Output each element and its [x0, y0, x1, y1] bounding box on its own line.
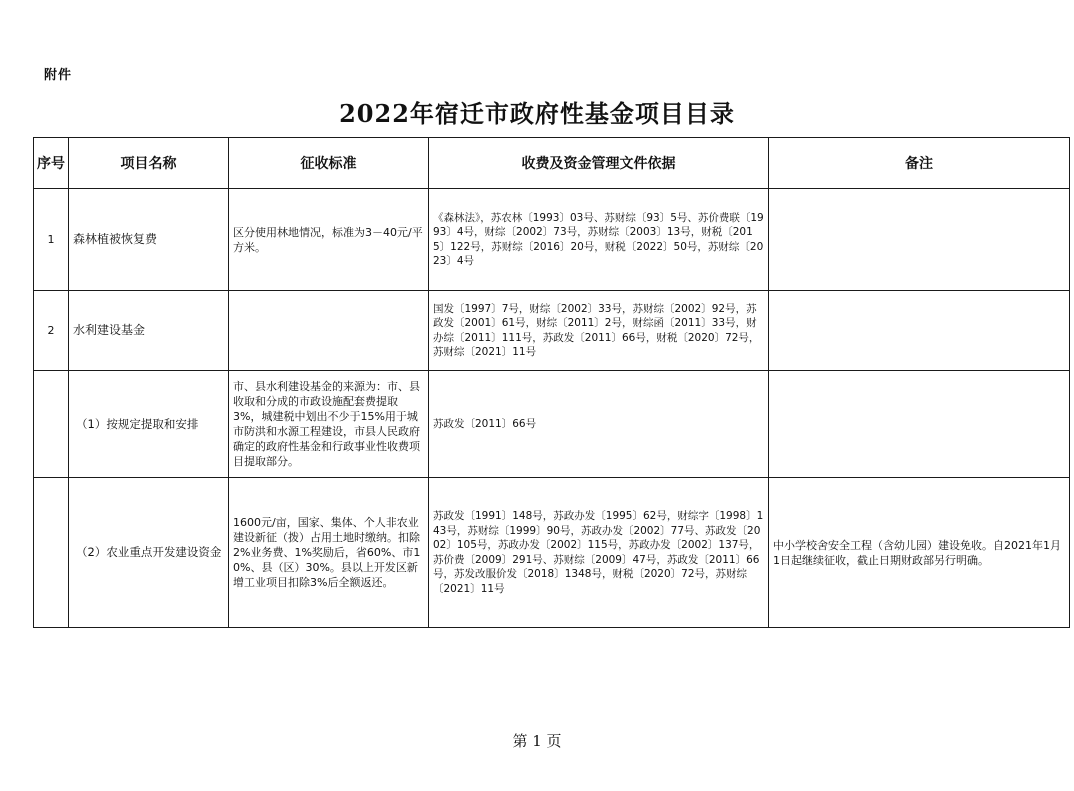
- table-row: [34, 189, 1070, 291]
- row-name: （2）农业重点开发建设资金: [69, 478, 229, 628]
- table-row: [34, 371, 1070, 478]
- header-name: 项目名称: [69, 138, 229, 189]
- row-standard: 1600元/亩，国家、集体、个人非农业建设新征（拨）占用土地时缴纳。扣除2%业务费、1%奖励后，省60%、市10%、县（区）30%。县以上开发区新增工业项目扣除3%后全额返还。: [229, 478, 429, 628]
- table-header-row: [34, 138, 1070, 189]
- row-basis: 《森林法》，苏农林〔1993〕03号、苏财综〔93〕5号、苏价费联〔1993〕4号，财综〔2002〕73号，苏财综〔2003〕13号，财税〔2015〕122号，苏财综〔2016〕20号，财税〔2022〕50号，苏财综〔2023〕4号: [429, 189, 769, 291]
- row-note: [769, 189, 1070, 291]
- row-note: 中小学校舍安全工程（含幼儿园）建设免收。自2021年1月1日起继续征收，截止日期财政部另行明确。: [769, 478, 1070, 628]
- row-name: 水利建设基金: [69, 291, 229, 371]
- row-basis: 苏政发〔2011〕66号: [429, 371, 769, 478]
- header-seq: 序号: [34, 138, 69, 189]
- row-basis: 国发〔1997〕7号，财综〔2002〕33号，苏财综〔2002〕92号，苏政发〔2001〕61号，财综〔2011〕2号，财综函〔2011〕33号，财办综〔2011〕111号，苏政发〔2011〕66号，财税〔2020〕72号，苏财综〔2021〕11号: [429, 291, 769, 371]
- table-row: [34, 478, 1070, 628]
- row-name: （1）按规定提取和安排: [69, 371, 229, 478]
- row-seq: 1: [34, 189, 69, 291]
- row-note: [769, 291, 1070, 371]
- document-title: 2022年宿迁市政府性基金项目目录: [339, 99, 735, 128]
- row-name: 森林植被恢复费: [69, 189, 229, 291]
- page-number: 第 1 页: [512, 732, 562, 750]
- header-standard: 征收标准: [229, 138, 429, 189]
- row-note: [769, 371, 1070, 478]
- header-note: 备注: [769, 138, 1070, 189]
- row-seq: [34, 478, 69, 628]
- header-basis: 收费及资金管理文件依据: [429, 138, 769, 189]
- attachment-label: 附件: [44, 68, 73, 83]
- row-seq: 2: [34, 291, 69, 371]
- fund-catalog-table: [33, 137, 1070, 628]
- row-basis: 苏政发〔1991〕148号，苏政办发〔1995〕62号，财综字〔1998〕143号，苏财综〔1999〕90号，苏政办发〔2002〕77号、苏政发〔2002〕105号，苏政办发〔2002〕115号，苏政办发〔2002〕137号，苏价费〔2009〕291号、苏财综〔2009〕47号，苏政发〔2011〕66号，苏发改服价发〔2018〕1348号，财税〔2020〕72号，苏财综〔2021〕11号: [429, 478, 769, 628]
- row-standard: 区分使用林地情况，标准为3－40元/平方米。: [229, 189, 429, 291]
- row-seq: [34, 371, 69, 478]
- row-standard: 市、县水利建设基金的来源为：市、县收取和分成的市政设施配套费提取3%，城建税中划出不少于15%用于城市防洪和水源工程建设，市县人民政府确定的政府性基金和行政事业性收费项目提取部分。: [229, 371, 429, 478]
- row-standard: [229, 291, 429, 371]
- table-row: [34, 291, 1070, 371]
